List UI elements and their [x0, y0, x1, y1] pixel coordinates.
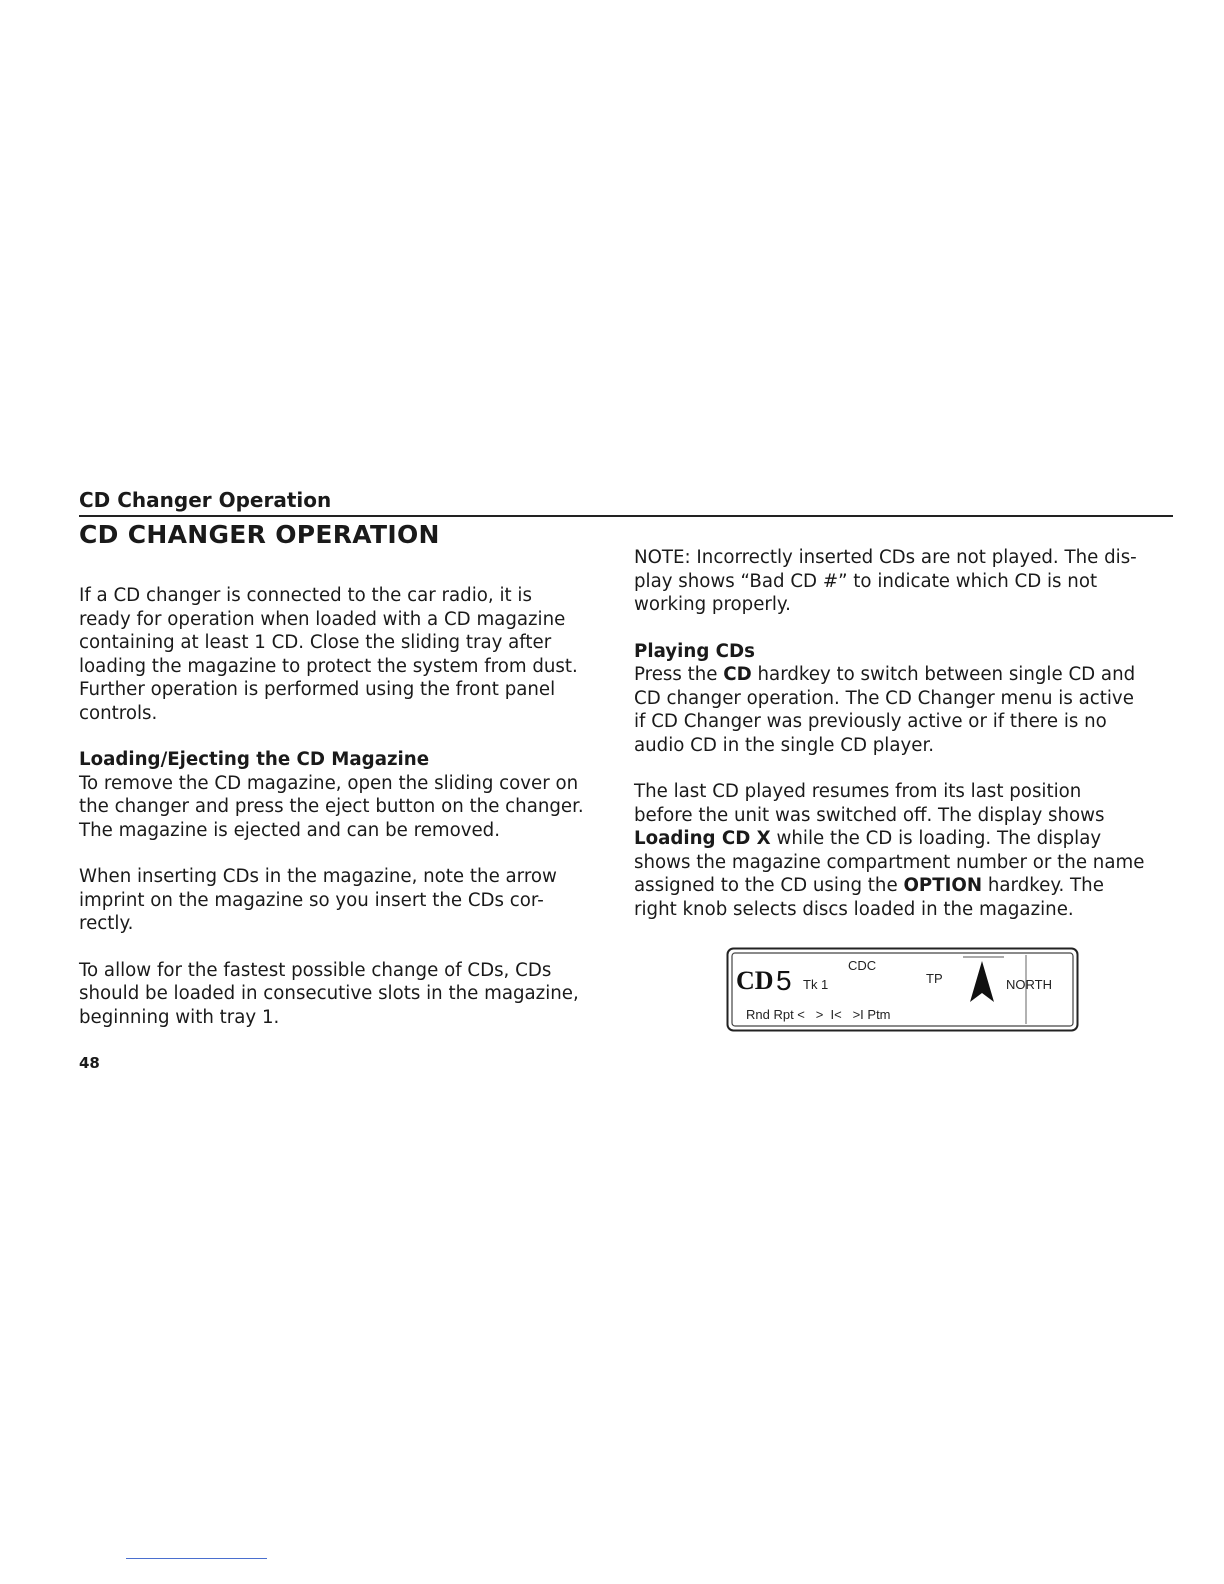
page-number: 48 [79, 1054, 100, 1072]
text-line: right knob selects discs loaded in the magazine. [634, 898, 1074, 920]
text-line: loading the magazine to protect the system from dust. [79, 655, 578, 677]
tp-indicator: TP [926, 971, 943, 986]
cd-changer-display [726, 947, 1174, 1040]
track-number: Tk 1 [803, 977, 829, 992]
loading-heading: Loading/Ejecting the CD Magazine [79, 749, 430, 770]
text-line: Further operation is performed using the front panel [79, 679, 556, 700]
text-line: if CD Changer was previously active or if there is no [634, 711, 1107, 732]
playing-heading: Playing CDs [634, 640, 755, 662]
page-heading: CD CHANGER OPERATION [79, 520, 440, 549]
text-line: Loading CD X while the CD is loading. The display [634, 828, 1102, 849]
text-line: shows the magazine compartment number or the name [634, 851, 1145, 873]
text-line: NOTE: Incorrectly inserted CDs are not played. The dis- [634, 547, 1137, 568]
text-line: ready for operation when loaded with a CD magazine [79, 608, 566, 630]
text-line: To remove the CD magazine, open the sliding cover on [79, 772, 579, 794]
text-line: The last CD played resumes from its last position [634, 781, 1082, 802]
text-line: rectly. [79, 913, 134, 934]
source-label: CDC [848, 958, 877, 973]
text-line: When inserting CDs in the magazine, note the arrow [79, 866, 557, 887]
text-line: beginning with tray 1. [79, 1006, 280, 1028]
playback-mode-row: Rnd Rpt < > I< >I Ptm [746, 1007, 891, 1022]
text-line: If a CD changer is connected to the car radio, it is [79, 585, 532, 606]
note-paragraph [634, 546, 1174, 617]
text-line: controls. [79, 702, 158, 724]
text-line: play shows “Bad CD #” to indicate which CD is not [634, 570, 1098, 592]
right-column [634, 546, 1174, 1040]
text-line: working properly. [634, 594, 791, 615]
compass-heading: NORTH [1006, 977, 1052, 992]
section-title: CD Changer Operation [79, 488, 332, 512]
text-line: should be loaded in consecutive slots in the magazine, [79, 983, 579, 1004]
loading-section [79, 748, 619, 842]
text-line: containing at least 1 CD. Close the sliding tray after [79, 632, 552, 653]
loading-cd-label: Loading CD X [634, 828, 771, 849]
insert-paragraph [79, 865, 619, 936]
resume-paragraph [634, 780, 1174, 921]
footer-link-underline [126, 1558, 267, 1559]
playing-section [634, 640, 1174, 758]
text-line: assigned to the CD using the OPTION hardkey. The [634, 875, 1104, 896]
text-line: imprint on the magazine so you insert the CDs cor- [79, 889, 544, 911]
intro-paragraph [79, 584, 619, 725]
text-line: To allow for the fastest possible change of CDs, CDs [79, 959, 552, 981]
disc-number: 5 [776, 965, 792, 996]
option-hardkey-label: OPTION [903, 875, 983, 896]
text-line: Press the CD hardkey to switch between single CD and [634, 664, 1136, 685]
cd-logo-icon: CD [736, 966, 774, 995]
text-line: CD changer operation. The CD Changer menu is active [634, 687, 1134, 709]
text-line: before the unit was switched off. The display shows [634, 804, 1105, 826]
section-divider [79, 515, 1173, 517]
text-line: audio CD in the single CD player. [634, 734, 935, 756]
cd-hardkey-label: CD [723, 664, 752, 685]
left-column [79, 584, 619, 1029]
text-line: The magazine is ejected and can be removed. [79, 819, 501, 841]
fast-change-paragraph [79, 959, 619, 1030]
text-line: the changer and press the eject button on the changer. [79, 796, 584, 817]
